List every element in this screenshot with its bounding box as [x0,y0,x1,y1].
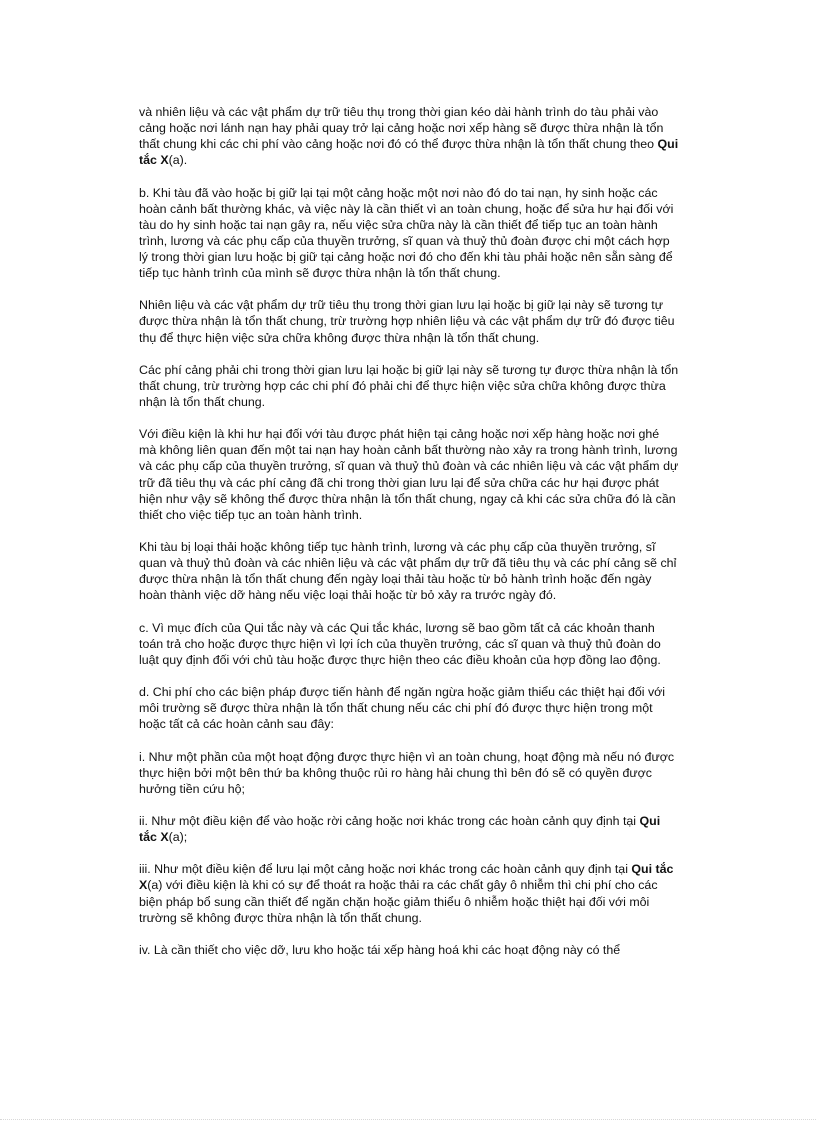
text-segment: và nhiên liệu và các vật phẩm dự trữ tiêu thụ trong thời gian kéo dài hành trình do tàu phải vào cảng hoặc nơi lánh nạn hay phải quay trở lại cảng hoặc nơi xếp hàng sẽ được thừa nhận là tổn thất chung khi các chi phí vào cảng hoặc nơi đó có thể được thừa nhận là tổn thất chung theo [139,105,664,152]
paragraph-3 [139,297,679,345]
document-body [139,104,679,974]
paragraph-7 [139,620,679,668]
paragraph-10 [139,813,679,845]
text-segment: c. Vì mục đích của Qui tắc này và các Qui tắc khác, lương sẽ bao gồm tất cả các khoản thanh toán trả cho hoặc được thực hiện vì lợi ích của thuyền trưởng, các sĩ quan và thuỷ thủ đoàn do luật quy định đối với chủ tàu hoặc được thực hiện theo các điều khoản của hợp đồng lao động. [139,620,661,667]
text-segment: Nhiên liệu và các vật phẩm dự trữ tiêu thụ trong thời gian lưu lại hoặc bị giữ lại này sẽ tương tự được thừa nhận là tổn thất chung, trừ trường hợp nhiên liệu và các vật phẩm dự trữ đó được tiêu thụ để thực hiện việc sửa chữa không được thừa nhận là tổn thất chung. [139,298,675,345]
bold-rule-reference: Qui tắc X [139,862,674,893]
paragraph-8 [139,684,679,732]
paragraph-11 [139,861,679,925]
paragraph-1 [139,104,679,168]
text-segment: b. Khi tàu đã vào hoặc bị giữ lại tại một cảng hoặc một nơi nào đó do tai nạn, hy sinh hoặc các hoàn cảnh bất thường khác, và việc này là cần thiết vì an toàn chung, hoặc để sửa hư hại đối với tàu do hy sinh hoặc tai nạn gây ra, nếu việc sửa chữa này là cần thiết để tiếp tục an toàn hành trình, lương và các phụ cấp của thuyền trưởng, sĩ quan và thuỷ thủ đoàn được chi một cách hợp lý trong thời gian lưu hoặc bị giữ tại cảng hoặc nơi đó cho đến khi tàu phải hoặc nên sẵn sàng để tiếp tục hành trình của mình sẽ được thừa nhận là tổn thất chung. [139,185,674,281]
paragraph-6 [139,539,679,603]
paragraph-2 [139,185,679,282]
text-segment: i. Như một phần của một hoạt động được thực hiện vì an toàn chung, hoạt động mà nếu nó được thực hiện bởi một bên thứ ba không thuộc rủi ro hàng hải chung thì bên đó sẽ có quyền được hưởng tiền cứu hộ; [139,749,675,796]
text-segment: iii. Như một điều kiện để lưu lại một cảng hoặc nơi khác trong các hoàn cảnh quy định tại [139,862,632,877]
text-segment: Khi tàu bị loại thải hoặc không tiếp tục hành trình, lương và các phụ cấp của thuyền trưởng, sĩ quan và thuỷ thủ đoàn và các nhiên liệu và các vật phẩm dự trữ đã tiêu thụ và các phí cảng sẽ chỉ được thừa nhận là tổn thất chung đến ngày loại thải tàu hoặc từ bỏ hành trình hoặc đến ngày hoàn thành việc dỡ hàng nếu việc loại thải hoặc từ bỏ xảy ra trước ngày đó. [139,540,677,603]
paragraph-5 [139,426,679,523]
bold-rule-reference: Qui tắc X [139,137,679,168]
text-segment: (a). [168,153,188,168]
paragraph-4 [139,362,679,410]
text-segment: ii. Như một điều kiện để vào hoặc rời cảng hoặc nơi khác trong các hoàn cảnh quy định tại [139,813,640,828]
text-segment: d. Chi phí cho các biện pháp được tiến hành để ngăn ngừa hoặc giảm thiểu các thiệt hại đối với môi trường sẽ được thừa nhận là tổn thất chung nếu các chi phí đó được thực hiện trong một hoặc tất cả các hoàn cảnh sau đây: [139,685,666,732]
text-segment: iv. Là cần thiết cho việc dỡ, lưu kho hoặc tái xếp hàng hoá khi các hoạt động này có thể [139,942,621,957]
text-segment: Các phí cảng phải chi trong thời gian lưu lại hoặc bị giữ lại này sẽ tương tự được thừa nhận là tổn thất chung, trừ trường hợp các chi phí đó phải chi để thực hiện việc sửa chữa không được thừa nhận là tổn thất chung. [139,362,679,409]
paragraph-9 [139,749,679,797]
page-bottom-divider [0,1119,816,1120]
text-segment: Với điều kiện là khi hư hại đối với tàu được phát hiện tại cảng hoặc nơi xếp hàng hoặc nơi ghé mà không liên quan đến một tai nạn hay hoàn cảnh bất thường nào xảy ra trong hành trình, lương và các phụ cấp của thuyền trưởng, sĩ quan và thuỷ thủ đoàn và các nhiên liệu và các vật phẩm dự trữ đã tiêu thụ và các phí cảng đã chi trong thời gian lưu lại để sửa chữa các hư hại được phát hiện như vậy sẽ không thể được thừa nhận là tổn thất chung, ngay cả khi các sửa chữa đó là cần thiết cho việc tiếp tục an toàn hành trình. [139,427,679,522]
paragraph-12 [139,942,679,958]
text-segment: (a) với điều kiện là khi có sự để thoát ra hoặc thải ra các chất gây ô nhiễm thì chi phí cho các biện pháp bổ sung cần thiết để ngăn chặn hoặc giảm thiểu ô nhiễm hoặc thiệt hại đối với môi trường sẽ không được thừa nhận là tổn thất chung. [139,878,658,925]
bold-rule-reference: Qui tắc X [139,813,661,845]
text-segment: (a); [168,830,188,845]
